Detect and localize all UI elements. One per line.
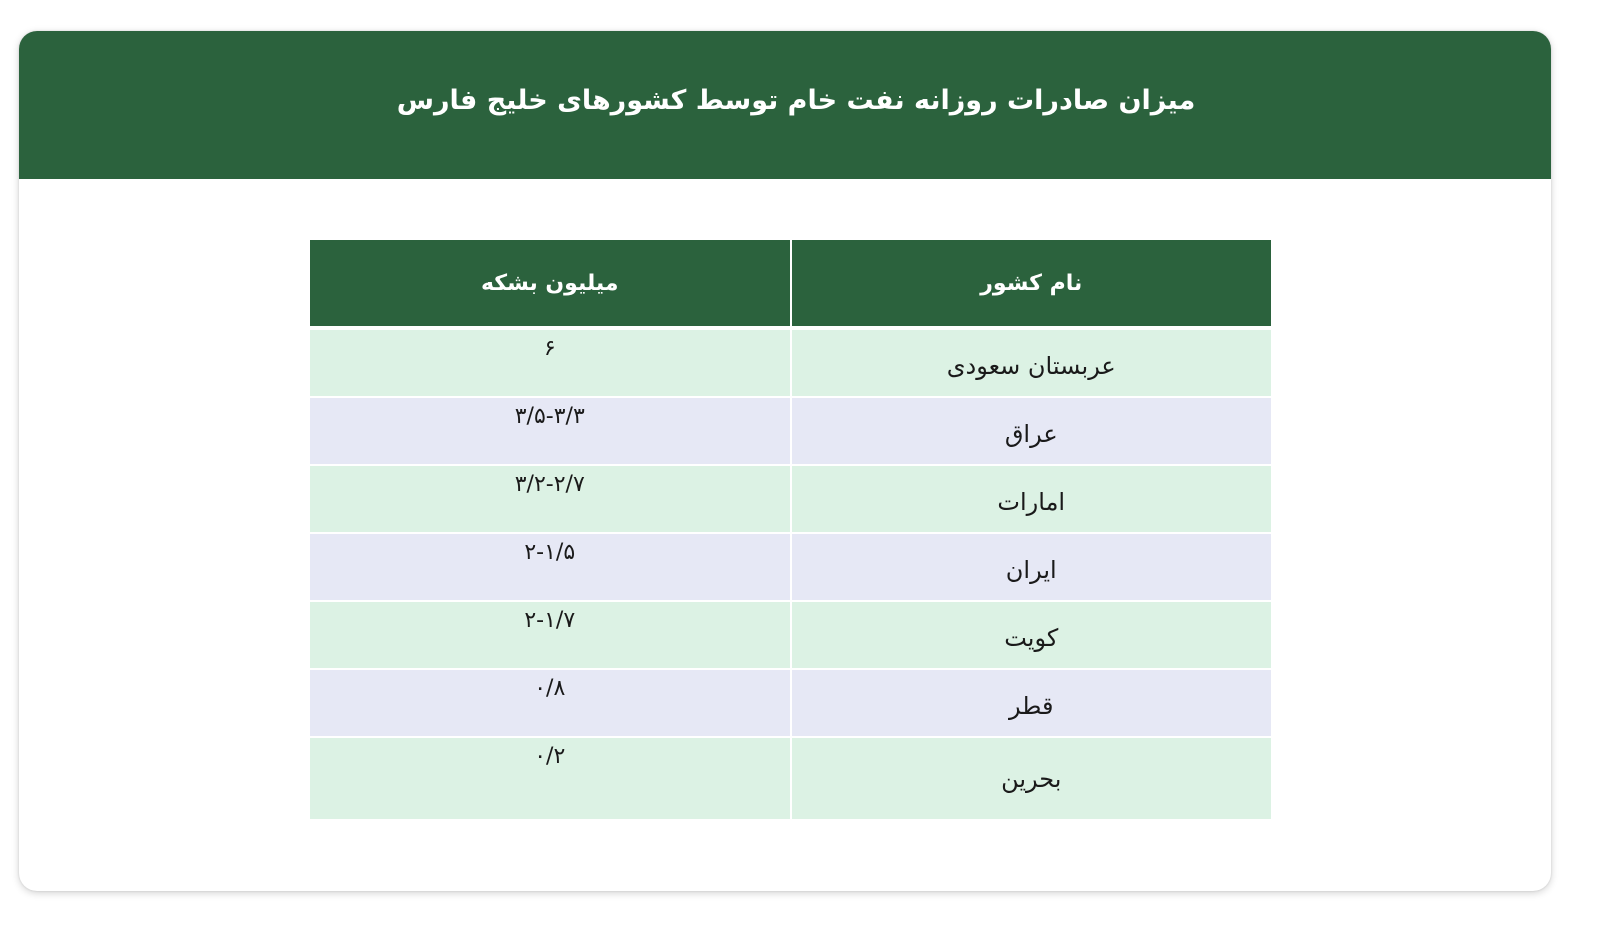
table-row bbox=[310, 737, 1271, 820]
country-cell: عربستان سعودی bbox=[791, 328, 1272, 397]
table-row bbox=[310, 533, 1271, 601]
country-cell: قطر bbox=[791, 669, 1272, 737]
value-cell: ۳/۲-۲/۷ bbox=[310, 465, 791, 533]
header-country: نام کشور bbox=[791, 240, 1272, 328]
table-row bbox=[310, 397, 1271, 465]
value-cell: ۶ bbox=[310, 328, 791, 397]
card-header bbox=[19, 31, 1551, 179]
header-value: میلیون بشکه bbox=[310, 240, 791, 328]
value-cell: ۲-۱/۷ bbox=[310, 601, 791, 669]
country-cell: ایران bbox=[791, 533, 1272, 601]
table-header-row bbox=[310, 240, 1271, 328]
country-cell: بحرین bbox=[791, 737, 1272, 820]
value-cell: ۲-۱/۵ bbox=[310, 533, 791, 601]
card-title: میزان صادرات روزانه نفت خام توسط کشورهای خلیج فارس bbox=[396, 84, 1196, 116]
table-row bbox=[310, 328, 1271, 397]
table-row bbox=[310, 465, 1271, 533]
oil-export-table bbox=[310, 240, 1271, 821]
value-cell: ۳/۵-۳/۳ bbox=[310, 397, 791, 465]
table-row bbox=[310, 601, 1271, 669]
country-cell: امارات bbox=[791, 465, 1272, 533]
card bbox=[19, 31, 1551, 891]
country-cell: عراق bbox=[791, 397, 1272, 465]
value-cell: ۰/۲ bbox=[310, 737, 791, 820]
table-row bbox=[310, 669, 1271, 737]
value-cell: ۰/۸ bbox=[310, 669, 791, 737]
table-container bbox=[310, 240, 1271, 821]
country-cell: کویت bbox=[791, 601, 1272, 669]
